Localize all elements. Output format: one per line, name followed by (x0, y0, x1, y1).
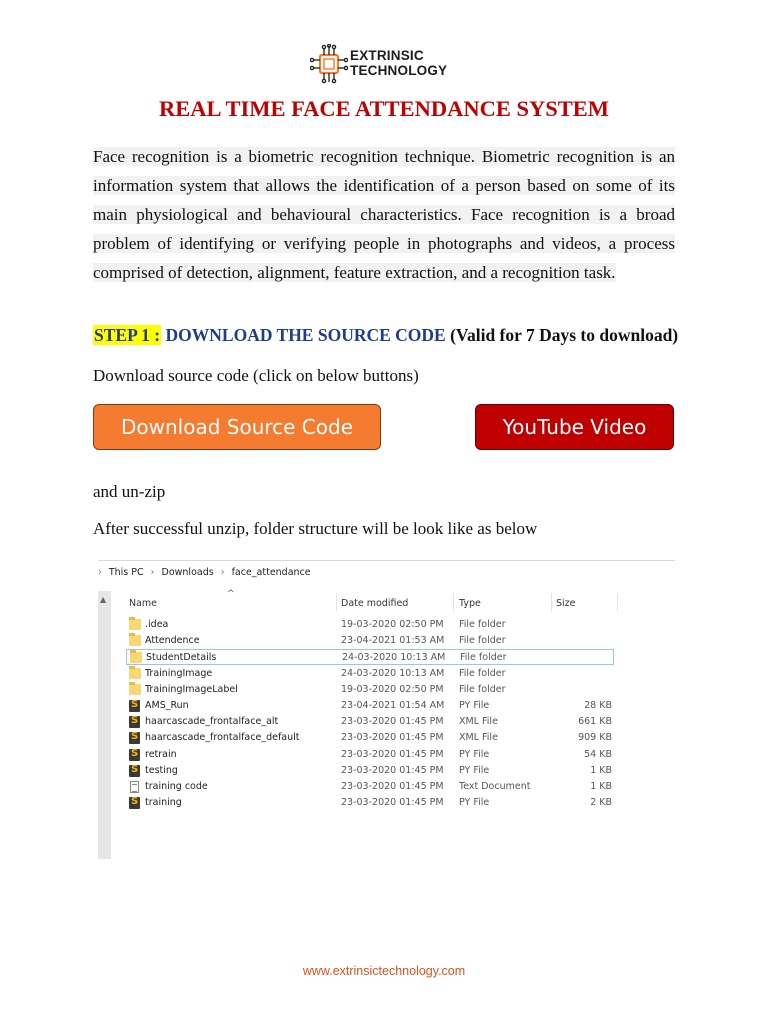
file-type: PY File (459, 700, 490, 711)
column-divider (617, 593, 618, 611)
intro-text: Face recognition is a biometric recognition technique. Biometric recognition is an information system that allows the identification of a person based on some of its main physiological and behavioural characteristics. Face recognition is a broad problem of identifying or verifying people in photographs and videos, a process comprised of detection, alignment, feature extraction, and a recognition task. (93, 147, 675, 282)
brand-logo (310, 44, 470, 84)
file-explorer-screenshot (98, 560, 675, 861)
python-file-icon (129, 716, 140, 728)
python-file-icon (129, 700, 140, 712)
step-1-title: DOWNLOAD THE SOURCE CODE (165, 325, 446, 345)
file-name: haarcascade_frontalface_default (145, 732, 300, 744)
column-divider (336, 593, 337, 611)
file-date-modified: 23-04-2021 01:53 AM (341, 635, 445, 647)
table-row[interactable] (126, 682, 614, 698)
logo-wordmark (350, 48, 447, 78)
file-date-modified: 24-03-2020 10:13 AM (341, 667, 445, 679)
sort-ascending-icon: ^ (227, 589, 235, 599)
chip-circuit-icon (310, 44, 348, 84)
column-divider (551, 593, 552, 611)
file-type: XML File (459, 732, 498, 744)
file-name: training (145, 797, 182, 809)
text-file-icon (130, 781, 139, 793)
column-divider (453, 593, 454, 611)
step-1-heading (93, 325, 678, 346)
youtube-video-button[interactable]: YouTube Video (475, 404, 674, 450)
file-type: Text Document (459, 781, 531, 792)
logo-line-2: TECHNOLOGY (350, 63, 448, 78)
file-date-modified: 23-03-2020 01:45 PM (341, 716, 444, 728)
file-type: PY File (459, 797, 490, 809)
file-type: File folder (459, 635, 506, 647)
file-size: 28 KB (584, 700, 612, 711)
breadcrumb-face-attendance[interactable]: face_attendance (231, 567, 311, 578)
column-header-type[interactable]: Type (459, 598, 481, 609)
file-type: XML File (459, 716, 498, 728)
download-instruction: Download source code (click on below buttons) (93, 366, 419, 385)
breadcrumb-separator-icon: › (98, 567, 102, 578)
file-name: TrainingImageLabel (145, 683, 238, 695)
table-row[interactable] (126, 666, 614, 682)
file-date-modified: 23-03-2020 01:45 PM (341, 797, 444, 809)
logo-line-1: EXTRINSIC (350, 48, 424, 63)
after-unzip-text: After successful unzip, folder structure will be look like as below (93, 519, 538, 538)
file-name: testing (145, 764, 178, 776)
file-type: File folder (459, 667, 506, 679)
file-name: Attendence (145, 635, 200, 647)
column-header-date[interactable]: Date modified (341, 598, 409, 609)
file-date-modified: 24-03-2020 10:13 AM (342, 652, 446, 664)
file-name: AMS_Run (145, 700, 189, 711)
file-name: .idea (145, 619, 169, 630)
file-date-modified: 23-04-2021 01:54 AM (341, 700, 445, 711)
file-date-modified: 19-03-2020 02:50 PM (341, 619, 444, 630)
table-row[interactable] (126, 698, 614, 714)
file-type: File folder (460, 652, 507, 664)
file-size: 1 KB (590, 781, 612, 792)
breadcrumb-separator-icon: › (150, 567, 155, 578)
file-type: File folder (459, 619, 506, 630)
file-size: 909 KB (578, 732, 612, 744)
file-name: retrain (145, 748, 177, 760)
python-file-icon (129, 797, 140, 809)
intro-paragraph (93, 142, 675, 287)
folder-icon (129, 635, 141, 646)
download-source-code-button[interactable]: Download Source Code (93, 404, 381, 450)
breadcrumb-downloads[interactable]: Downloads (161, 567, 214, 578)
column-header-name[interactable]: Name (129, 598, 158, 609)
folder-icon (129, 619, 141, 630)
table-row[interactable] (126, 730, 614, 746)
column-header-size[interactable]: Size (556, 598, 576, 609)
folder-icon (129, 668, 141, 679)
python-file-icon (129, 765, 140, 777)
folder-icon (130, 652, 142, 663)
file-name: training code (145, 781, 208, 792)
file-type: PY File (459, 748, 490, 760)
file-name: haarcascade_frontalface_alt (145, 716, 279, 728)
page-title: REAL TIME FACE ATTENDANCE SYSTEM (158, 96, 610, 121)
file-date-modified: 23-03-2020 01:45 PM (341, 748, 444, 760)
navigation-pane-scrollbar[interactable] (98, 591, 111, 859)
file-size: 54 KB (584, 748, 612, 760)
breadcrumb-this-pc[interactable]: This PC (108, 567, 144, 578)
step-1-note: (Valid for 7 Days to download) (450, 325, 679, 345)
python-file-icon (129, 732, 140, 744)
table-row[interactable] (126, 747, 614, 763)
file-name: StudentDetails (146, 652, 217, 664)
folder-icon (129, 684, 141, 695)
breadcrumb-separator-icon: › (220, 567, 225, 578)
file-size: 1 KB (590, 764, 612, 776)
file-type: PY File (459, 764, 490, 776)
scroll-up-arrow-icon[interactable]: ▲ (100, 595, 107, 604)
file-name: TrainingImage (145, 667, 213, 679)
file-size: 2 KB (590, 797, 612, 809)
file-date-modified: 23-03-2020 01:45 PM (341, 732, 444, 744)
unzip-text: and un-zip (93, 482, 166, 501)
file-date-modified: 23-03-2020 01:45 PM (341, 781, 444, 792)
file-size: 661 KB (578, 716, 612, 728)
step-1-label: STEP 1 : (94, 325, 161, 345)
table-row[interactable] (126, 617, 614, 633)
file-date-modified: 23-03-2020 01:45 PM (341, 764, 444, 776)
table-row[interactable] (126, 763, 614, 779)
table-row[interactable] (126, 633, 614, 649)
table-row[interactable] (126, 649, 614, 665)
table-row[interactable] (126, 795, 614, 811)
breadcrumb (98, 567, 315, 585)
file-date-modified: 19-03-2020 02:50 PM (341, 683, 444, 695)
footer-website[interactable]: www.extrinsictechnology.com (302, 964, 466, 978)
table-row[interactable] (126, 714, 614, 730)
table-row[interactable] (126, 779, 614, 795)
file-type: File folder (459, 683, 506, 695)
python-file-icon (129, 749, 140, 761)
